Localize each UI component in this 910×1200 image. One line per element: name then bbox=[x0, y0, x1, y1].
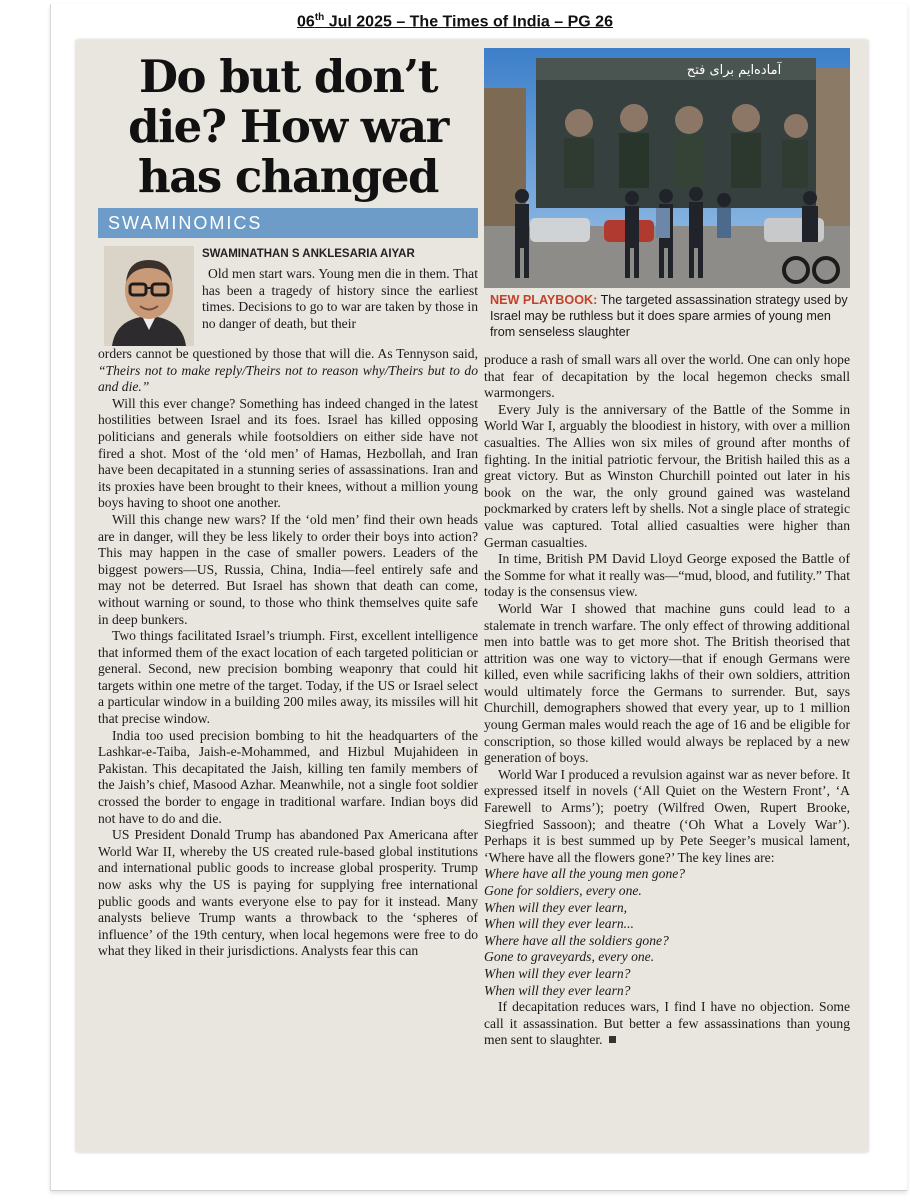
page-caption bbox=[0, 12, 910, 31]
verse-line: When will they ever learn? bbox=[484, 965, 631, 981]
verse-line: Where have all the young men gone? bbox=[484, 866, 686, 882]
left-paragraph-4: India too used precision bombing to hit the headquarters of the Lashkar-e-Taiba, Jaish-e-Mohammed, and Hizbul Mujahideen in Pakistan. This decapitated the Jaish, killing ten family members of the Jaish’s chief, Masood Azhar. Meanwhile, not a single foot soldier crossed the border to engage in traditional warfare. Indian boys did not have to do and die. bbox=[98, 727, 478, 826]
photo-caption-label: NEW PLAYBOOK: bbox=[490, 293, 598, 307]
right-paragraph-1: Every July is the anniversary of the Battle of the Somme in World War I, arguably the bloodiest in history, with over a million casualties. The Allies won six miles of ground after months of fighting. In the initial patriotic fervour, the British hailed this as a great victory. But as Winston Churchill pointed out later in his book on the war, the only ground gained was wasteland pockmarked by craters left by shells. Not a single place of strategic value was captured. Total allied casualties were higher than German casualties. bbox=[484, 401, 850, 550]
left-paragraph-2: Will this change new wars? If the ‘old men’ find their own heads are in danger, will they be less likely to order their boys into action? This may happen in the case of smaller powers. Leaders of the biggest powers—US, Russia, China, India—feel entirely safe and may not be deterred. But Israel has shown that death can come, without warning or sound, to those who think themselves quite safe in deep bunkers. bbox=[98, 511, 478, 627]
right-column bbox=[484, 48, 850, 1049]
right-paragraph-3: World War I showed that machine guns could lead to a stalemate in trench warfare. The only effect of throwing additional men into battle was to get more shot. The British theorised that attrition was one way to victory—that if enough Germans were killed, even while sacrificing lakhs of their own soldiers, attrition would ultimately force the Germans to surrender. But, says Churchill, demographers showed that every year, up to 1 million young German males would reach the age of 16 and be eligible for conscription, so those killed would always be replaced by a new generation of boys. bbox=[484, 600, 850, 766]
byline-block bbox=[202, 246, 478, 346]
byline-row bbox=[98, 246, 478, 346]
article-photo bbox=[484, 48, 850, 288]
verse-line: When will they ever learn? bbox=[484, 982, 631, 998]
left-paragraph-5: US President Donald Trump has abandoned Pax Americana after World War II, whereby the US created rule-based global institutions and international public goods to increase global prosperity. Trump now asks why the US is paying for supplying free international public goods and wants everyone else to pay for it instead. Many analysts believe Trump wants a throwback to the ‘spheres of influence’ of the 19th century, when local hegemons were free to do what they liked in their jurisdictions. Analysts fear this can bbox=[98, 827, 478, 959]
verse-line: When will they ever learn, bbox=[484, 899, 628, 915]
intro-continuation bbox=[98, 346, 478, 396]
caption-rest: Jul 2025 – The Times of India – PG 26 bbox=[324, 13, 613, 31]
author-portrait bbox=[104, 246, 194, 346]
song-verse bbox=[484, 866, 850, 999]
author-byline: SWAMINATHAN S ANKLESARIA AIYAR bbox=[202, 248, 415, 260]
right-paragraph-4: World War I produced a revulsion against war as never before. It expressed itself in novels (‘All Quiet on the Western Front’, ‘A Farewell to Arms’); poetry (Wilfred Owen, Rupert Brooke, Siegfried Sassoon); and theatre (‘Oh What a Lovely War’). Perhaps it is best summed up by Pete Seeger’s musical lament, ‘Where have all the flowers gone?’ The key lines are: bbox=[484, 766, 850, 865]
intro-paragraph: Old men start wars. Young men die in them. That has been a tragedy of history since the earliest times. Decisions to go to war are taken by those in no danger of death, but their bbox=[202, 266, 478, 331]
end-mark-icon bbox=[609, 1036, 616, 1043]
closing-paragraph bbox=[484, 999, 850, 1049]
photo-caption-text: The targeted assassination strategy used by Israel may be ruthless but it does spare armies of young men from senseless slaughter bbox=[490, 293, 848, 339]
left-paragraph-1: Will this ever change? Something has indeed changed in the latest hostilities between Israel and its foes. Israel has killed opposing politicians and generals while footsoldiers on either side have not fired a shot. Most of the ‘old men’ of Hamas, Hezbollah, and Iran have been decapitated in a stunning series of assassinations. Iran and its proxies have been brought to their knees, without a million young boys having to shoot one another. bbox=[98, 395, 478, 511]
right-paragraph-2: In time, British PM David Lloyd George exposed the Battle of the Somme for what it really was—“mud, blood, and futility.” That today is the consensus view. bbox=[484, 551, 850, 600]
headline-line-2: die? How war bbox=[128, 100, 448, 153]
newspaper-clipping bbox=[76, 40, 868, 1152]
verse-line: Gone for soldiers, every one. bbox=[484, 883, 642, 898]
intro-continuation-text: orders cannot be questioned by those that will die. As Tennyson said, bbox=[98, 346, 478, 361]
column-name-bar bbox=[98, 208, 478, 238]
tennyson-quote: “Theirs not to make reply/Theirs not to reason why/Theirs but to do and die.” bbox=[98, 362, 478, 395]
left-column bbox=[98, 48, 478, 960]
headline-line-3: has changed bbox=[138, 150, 438, 203]
verse-line: Where have all the soldiers gone? bbox=[484, 932, 669, 948]
left-paragraph-3: Two things facilitated Israel’s triumph. First, excellent intelligence that informed them of the exact location of each targeted politician or general. Second, new precision bombing weaponry that could hit targets within one metre of the target. Today, if the US or Israel select a particular window in a building 200 miles away, its missiles will hit that precise window. bbox=[98, 628, 478, 727]
headline bbox=[98, 52, 478, 202]
column-name: SWAMINOMICS bbox=[108, 212, 263, 233]
closing-paragraph-text: If decapitation reduces wars, I find I have no objection. Some call it assassination. But better a few assassinations than young men sent to slaughter. bbox=[484, 999, 850, 1048]
headline-line-1: Do but don’t bbox=[139, 50, 437, 103]
caption-day-suffix: th bbox=[314, 12, 325, 23]
caption-day: 06 bbox=[297, 13, 315, 31]
verse-line: Gone to graveyards, every one. bbox=[484, 949, 655, 965]
verse-line: When will they ever learn... bbox=[484, 916, 634, 932]
right-continuation: produce a rash of small wars all over the world. One can only hope that fear of decapitation by the local hegemon checks small warmongers. bbox=[484, 352, 850, 401]
photo-caption bbox=[484, 292, 850, 340]
billboard-text: آماده‌ایم برای فتح bbox=[686, 63, 782, 78]
